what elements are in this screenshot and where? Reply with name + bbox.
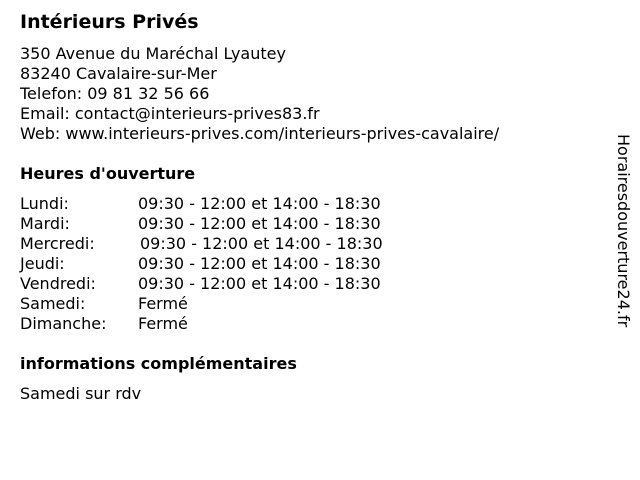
hours-row-monday xyxy=(20,194,440,214)
additional-info-note: Samedi sur rdv xyxy=(20,384,142,403)
opening-hours-heading: Heures d'ouverture xyxy=(20,164,196,183)
day-label: Dimanche: xyxy=(20,314,107,333)
time-value: 09:30 - 12:00 et 14:00 - 18:30 xyxy=(138,274,381,293)
day-label: Jeudi: xyxy=(20,254,65,273)
day-label: Mercredi: xyxy=(20,234,95,253)
time-value: 09:30 - 12:00 et 14:00 - 18:30 xyxy=(138,214,381,233)
day-label: Mardi: xyxy=(20,214,70,233)
email-line: Email: contact@interieurs-prives83.fr xyxy=(20,104,320,123)
hours-row-sunday xyxy=(20,314,440,334)
time-value: 09:30 - 12:00 et 14:00 - 18:30 xyxy=(138,254,381,273)
time-value: Fermé xyxy=(138,294,188,313)
time-value: 09:30 - 12:00 et 14:00 - 18:30 xyxy=(140,234,383,253)
day-label: Vendredi: xyxy=(20,274,96,293)
address-block xyxy=(20,44,499,144)
street-address: 350 Avenue du Maréchal Lyautey xyxy=(20,44,286,63)
hours-row-thursday xyxy=(20,254,440,274)
business-name: Intérieurs Privés xyxy=(20,11,199,33)
day-label: Samedi: xyxy=(20,294,86,313)
web-line: Web: www.interieurs-prives.com/interieurs-prives-cavalaire/ xyxy=(20,124,500,143)
additional-info-heading: informations complémentaires xyxy=(20,354,297,373)
time-value: 09:30 - 12:00 et 14:00 - 18:30 xyxy=(138,194,381,213)
hours-row-saturday xyxy=(20,294,440,314)
hours-row-friday xyxy=(20,274,440,294)
site-watermark: Horairesdouverture24.fr xyxy=(614,134,633,328)
day-label: Lundi: xyxy=(20,194,69,213)
phone-line: Telefon: 09 81 32 56 66 xyxy=(20,84,210,103)
city-postal: 83240 Cavalaire-sur-Mer xyxy=(20,64,217,83)
time-value: Fermé xyxy=(138,314,188,333)
opening-hours-table xyxy=(20,194,440,334)
hours-row-tuesday xyxy=(20,214,440,234)
hours-row-wednesday xyxy=(20,234,440,254)
